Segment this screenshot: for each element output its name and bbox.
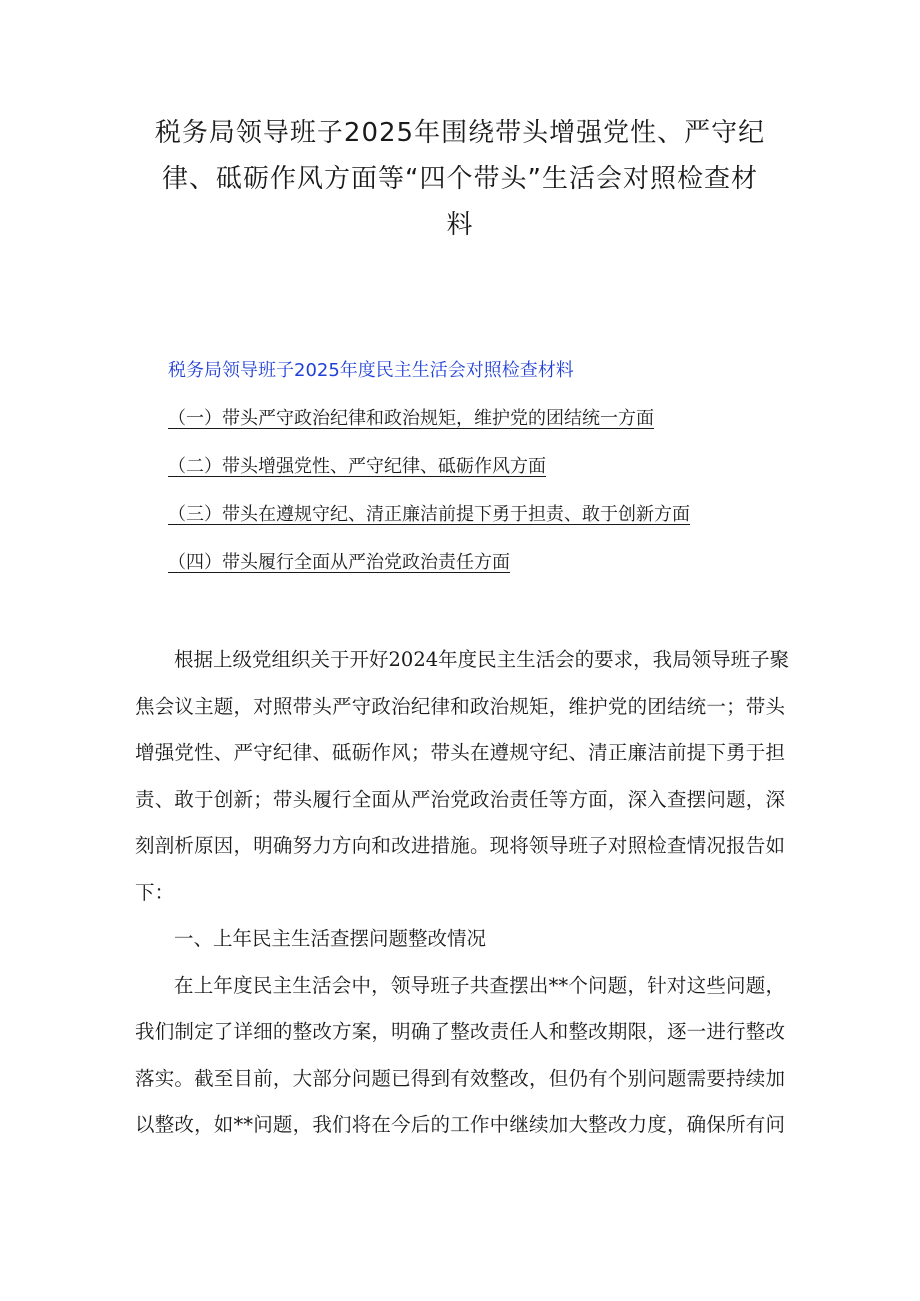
- paragraph1-line-2: 焦会议主题，对照带头严守政治纪律和政治规矩，维护党的团结统一；带头: [135, 694, 785, 718]
- toc-item-4[interactable]: （四）带头履行全面从严治党政治责任方面: [168, 552, 510, 573]
- title-line-3: 料: [446, 210, 474, 240]
- document-body: [135, 637, 790, 1149]
- title-line-1: 税务局领导班子2025年围绕带头增强党性、严守纪: [154, 118, 766, 148]
- paragraph2-line-4: 以整改，如**问题，我们将在今后的工作中继续加大整改力度，确保所有问: [135, 1113, 785, 1136]
- toc-heading-link[interactable]: 税务局领导班子2025年度民主生活会对照检查材料: [168, 360, 574, 381]
- paragraph1-line-6: 下：: [135, 880, 175, 904]
- paragraph2-line-2: 我们制定了详细的整改方案，明确了整改责任人和整改期限，逐一进行整改: [135, 1020, 785, 1043]
- toc-item-2[interactable]: （二）带头增强党性、严守纪律、砥砺作风方面: [168, 456, 546, 477]
- toc-item-3[interactable]: （三）带头在遵规守纪、清正廉洁前提下勇于担责、敢于创新方面: [168, 504, 690, 525]
- paragraph1-line-3: 增强党性、严守纪律、砥砺作风；带头在遵规守纪、清正廉洁前提下勇于担: [135, 741, 785, 764]
- paragraph1-line-4: 责、敢于创新；带头履行全面从严治党政治责任等方面，深入查摆问题，深: [135, 787, 785, 811]
- section1-heading: 一、上年民主生活查摆问题整改情况: [174, 927, 487, 950]
- toc-item-1[interactable]: （一）带头严守政治纪律和政治规矩，维护党的团结统一方面: [168, 408, 654, 429]
- paragraph1-line-5: 刻剖析原因，明确努力方向和改进措施。现将领导班子对照检查情况报告如: [135, 834, 785, 857]
- paragraph2-line-1: 在上年度民主生活会中，领导班子共查摆出**个问题，针对这些问题，: [174, 973, 785, 997]
- paragraph1-line-1: 根据上级党组织关于开好2024年度民主生活会的要求，我局领导班子聚: [174, 648, 790, 671]
- title-line-2: 律、砥砺作风方面等“四个带头”生活会对照检查材: [162, 164, 758, 194]
- document-title: [140, 110, 780, 248]
- table-of-contents: [168, 356, 808, 596]
- paragraph2-line-3: 落实。截至目前，大部分问题已得到有效整改，但仍有个别问题需要持续加: [135, 1066, 785, 1090]
